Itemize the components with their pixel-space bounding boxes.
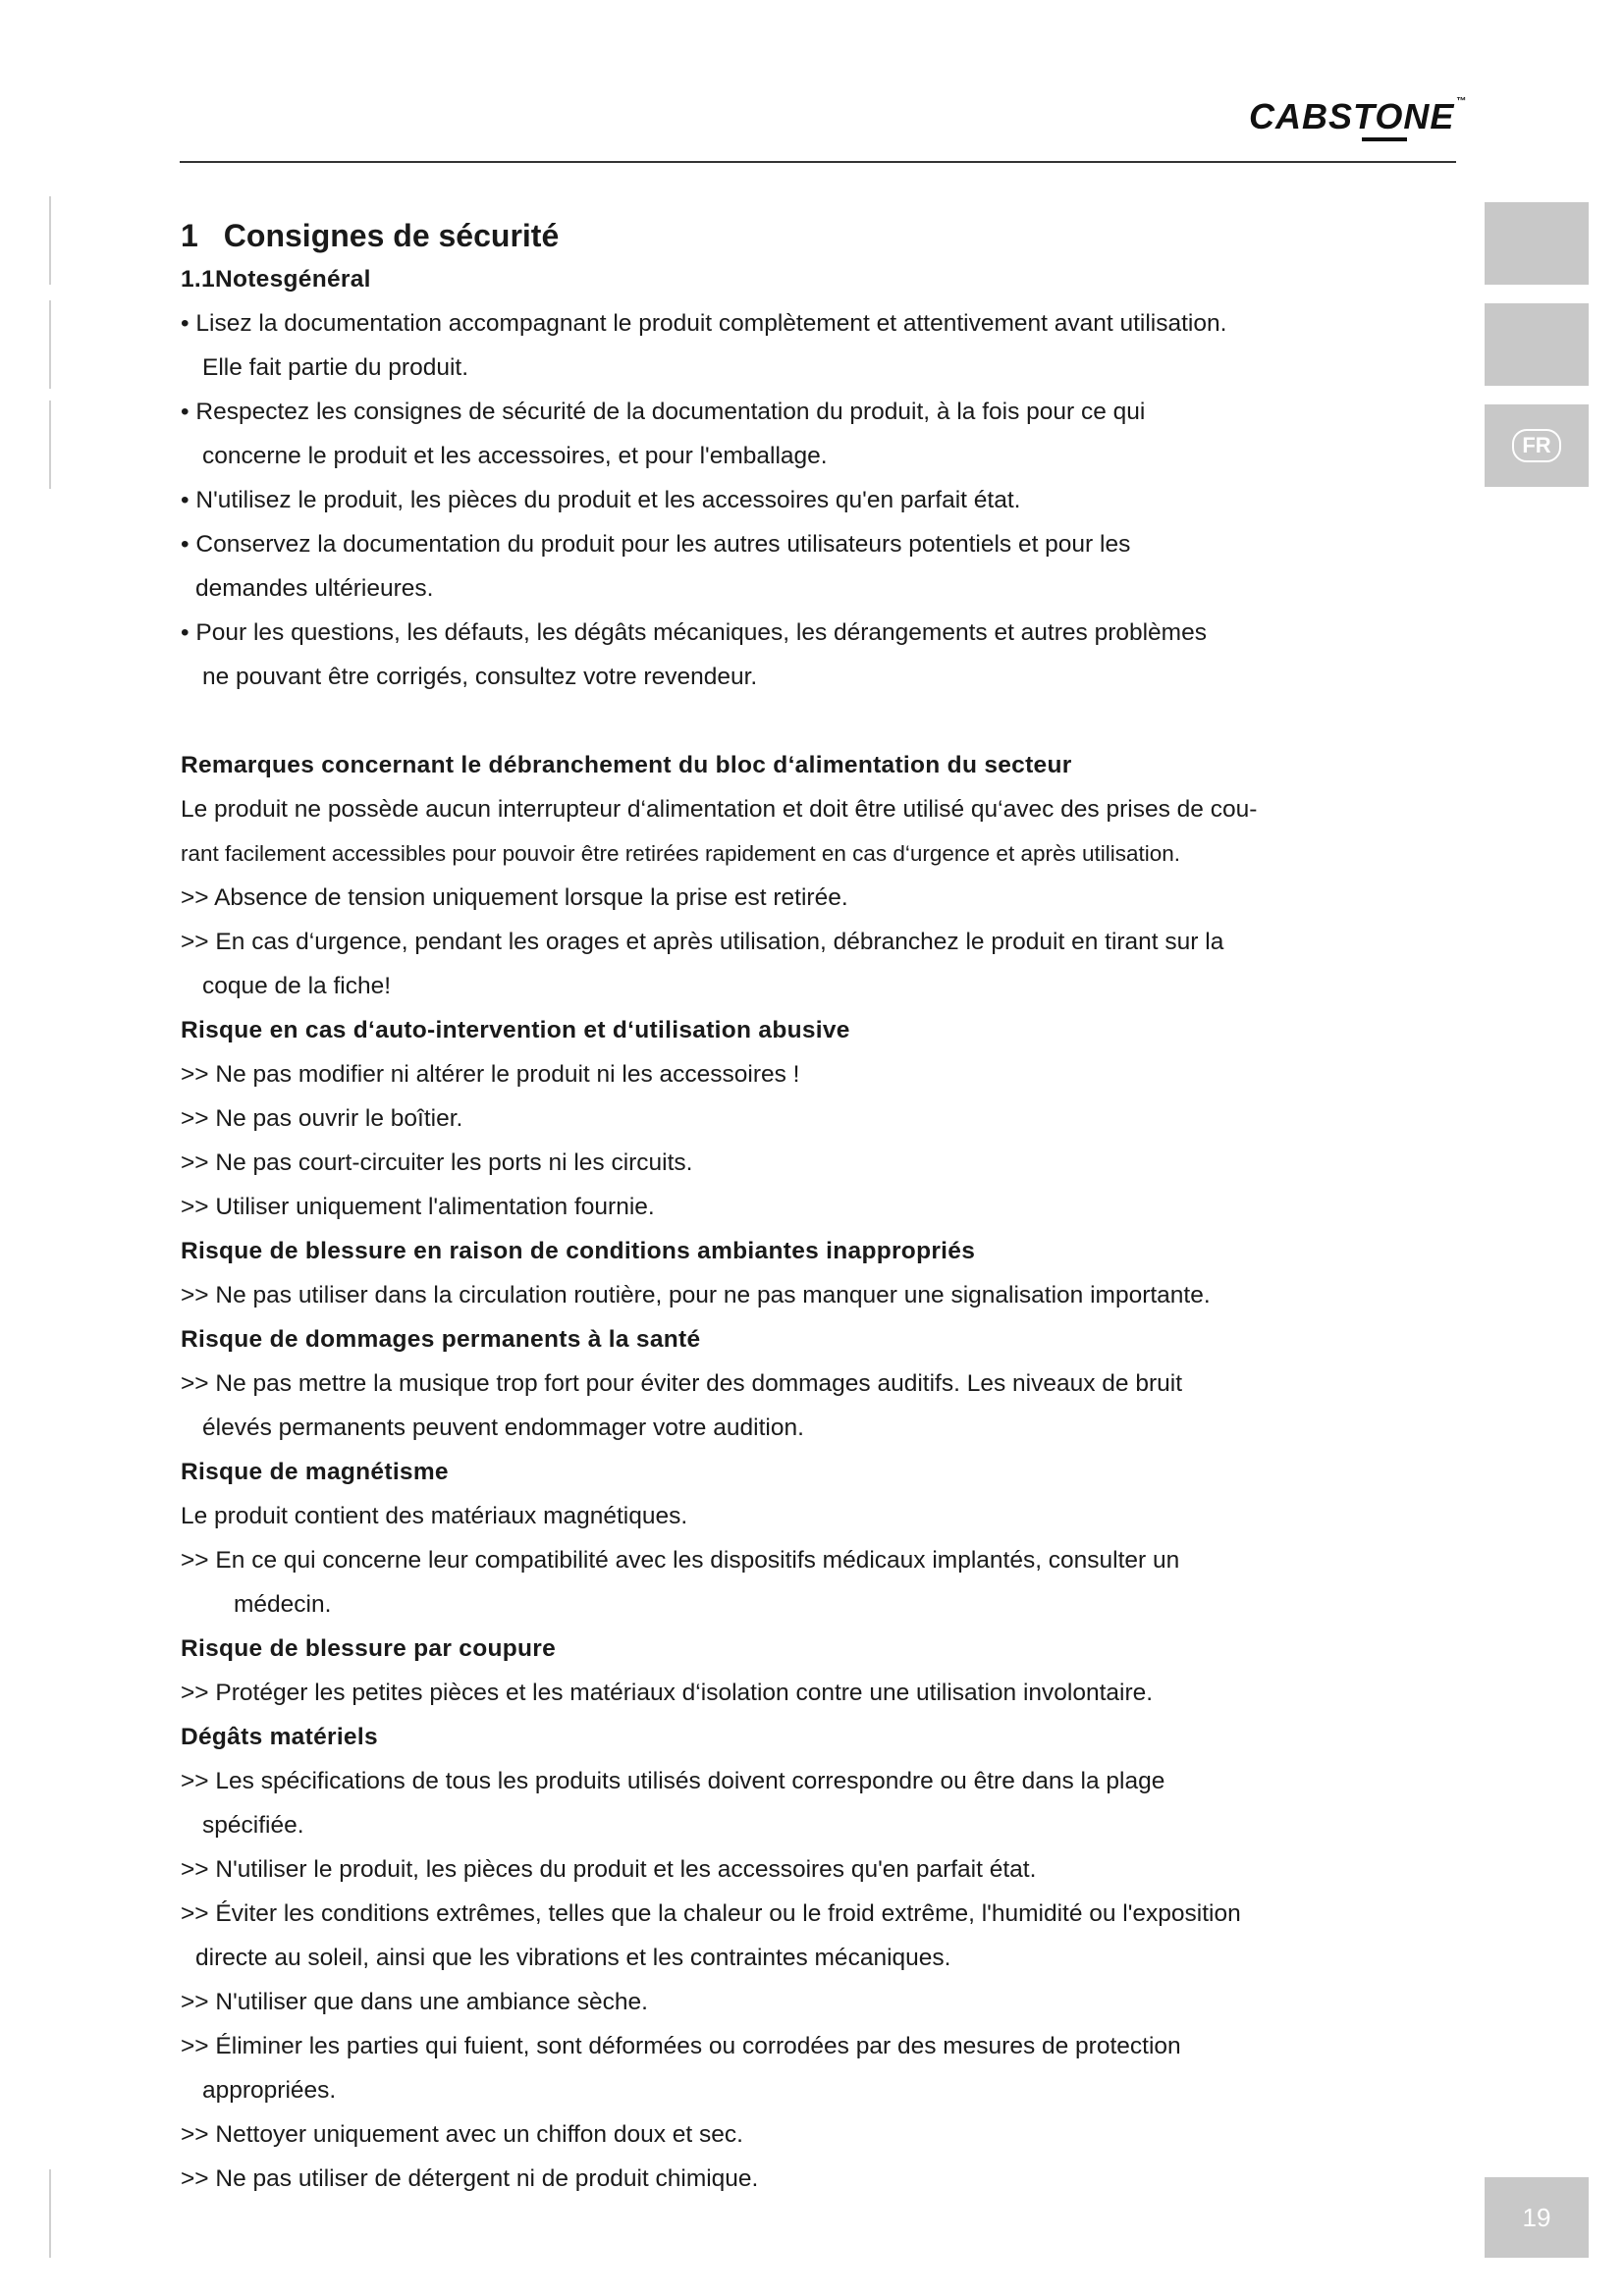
scan-edge-mark (49, 400, 51, 489)
bullet-item-continuation: concerne le produit et les accessoires, et pour l'emballage. (202, 443, 828, 469)
arrow-item: >> Protéger les petites pièces et les matériaux d‘isolation contre une utilisation involontaire. (181, 1680, 1154, 1706)
scan-edge-mark (49, 300, 51, 389)
arrow-item-continuation: appropriées. (202, 2077, 337, 2104)
spacer (181, 699, 1418, 743)
subsection-title: 1.1Notesgénéral (181, 266, 371, 293)
arrow-item-continuation: directe au soleil, ainsi que les vibrations et les contraintes mécaniques. (195, 1945, 951, 1971)
paragraph: Le produit contient des matériaux magnétiques. (181, 1503, 688, 1529)
section-title (181, 214, 1418, 257)
arrow-item: >> Les spécifications de tous les produits utilisés doivent correspondre ou être dans la plage (181, 1768, 1165, 1794)
arrow-item: >> Ne pas modifier ni altérer le produit ni les accessoires ! (181, 1061, 800, 1088)
bullet-item: • Respectez les consignes de sécurité de la documentation du produit, à la fois pour ce qui (181, 399, 1146, 425)
paragraph: rant facilement accessibles pour pouvoir être retirées rapidement en cas d‘urgence et après utilisation. (181, 841, 1181, 866)
brand-logo (1249, 96, 1467, 137)
arrow-item: >> Ne pas ouvrir le boîtier. (181, 1105, 463, 1132)
bullet-item-continuation: Elle fait partie du produit. (202, 354, 469, 381)
arrow-item: >> En ce qui concerne leur compatibilité avec les dispositifs médicaux implantés, consulter un (181, 1547, 1180, 1574)
bullet-item-continuation: demandes ultérieures. (195, 575, 434, 602)
arrow-item: >> Ne pas utiliser de détergent ni de produit chimique. (181, 2165, 759, 2192)
heading-blessure-conditions: Risque de blessure en raison de conditions ambiantes inappropriés (181, 1238, 976, 1264)
arrow-item: >> N'utiliser que dans une ambiance sèche. (181, 1989, 648, 2015)
header-divider (180, 161, 1456, 163)
bullet-item: • Lisez la documentation accompagnant le produit complètement et attentivement avant utilisation. (181, 310, 1227, 337)
heading-debranchement: Remarques concernant le débranchement du bloc d‘alimentation du secteur (181, 752, 1072, 778)
arrow-item-continuation: élevés permanents peuvent endommager votre audition. (202, 1415, 804, 1441)
arrow-item: >> Nettoyer uniquement avec un chiffon doux et sec. (181, 2121, 743, 2148)
language-tab-2 (1485, 303, 1589, 386)
language-tab-1 (1485, 202, 1589, 285)
arrow-item: >> Ne pas utiliser dans la circulation routière, pour ne pas manquer une signalisation importante. (181, 1282, 1211, 1308)
fr-badge: FR (1512, 429, 1561, 462)
arrow-item-continuation: médecin. (234, 1591, 332, 1618)
bullet-item: • N'utilisez le produit, les pièces du produit et les accessoires qu'en parfait état. (181, 487, 1021, 513)
language-tab-fr (1485, 404, 1589, 487)
arrow-item-continuation: coque de la fiche! (202, 973, 392, 999)
bullet-item: • Conservez la documentation du produit pour les autres utilisateurs potentiels et pour les (181, 531, 1131, 558)
arrow-item: >> Ne pas mettre la musique trop fort pour éviter des dommages auditifs. Les niveaux de bruit (181, 1370, 1183, 1397)
heading-sante: Risque de dommages permanents à la santé (181, 1326, 701, 1353)
section-number: 1 (181, 218, 198, 253)
trademark-symbol: ™ (1456, 96, 1468, 107)
bullet-item: • Pour les questions, les défauts, les dégâts mécaniques, les dérangements et autres problèmes (181, 619, 1207, 646)
page-number: 19 (1485, 2177, 1589, 2258)
scan-edge-mark (49, 196, 51, 285)
section-title-text: Consignes de sécurité (223, 218, 560, 253)
heading-auto-intervention: Risque en cas d‘auto-intervention et d‘utilisation abusive (181, 1017, 850, 1043)
heading-degats-materiels: Dégâts matériels (181, 1724, 378, 1750)
bullet-item-continuation: ne pouvant être corrigés, consultez votre revendeur. (202, 664, 758, 690)
paragraph: Le produit ne possède aucun interrupteur d‘alimentation et doit être utilisé qu‘avec des prises de cou- (181, 796, 1258, 823)
document-body (181, 214, 1418, 2201)
arrow-item: >> Ne pas court-circuiter les ports ni les circuits. (181, 1149, 693, 1176)
arrow-item: >> Utiliser uniquement l'alimentation fournie. (181, 1194, 655, 1220)
arrow-item: >> En cas d‘urgence, pendant les orages et après utilisation, débranchez le produit en tirant sur la (181, 929, 1224, 955)
heading-coupure: Risque de blessure par coupure (181, 1635, 557, 1662)
scan-edge-mark (49, 2169, 51, 2258)
arrow-item-continuation: spécifiée. (202, 1812, 304, 1839)
brand-logo-text: CABSTONE (1249, 96, 1455, 136)
arrow-item: >> N'utiliser le produit, les pièces du produit et les accessoires qu'en parfait état. (181, 1856, 1037, 1883)
heading-magnetisme: Risque de magnétisme (181, 1459, 449, 1485)
arrow-item: >> Absence de tension uniquement lorsque la prise est retirée. (181, 884, 848, 911)
arrow-item: >> Éviter les conditions extrêmes, telles que la chaleur ou le froid extrême, l'humidité ou l'exposition (181, 1900, 1241, 1927)
arrow-item: >> Éliminer les parties qui fuient, sont déformées ou corrodées par des mesures de protection (181, 2033, 1181, 2059)
